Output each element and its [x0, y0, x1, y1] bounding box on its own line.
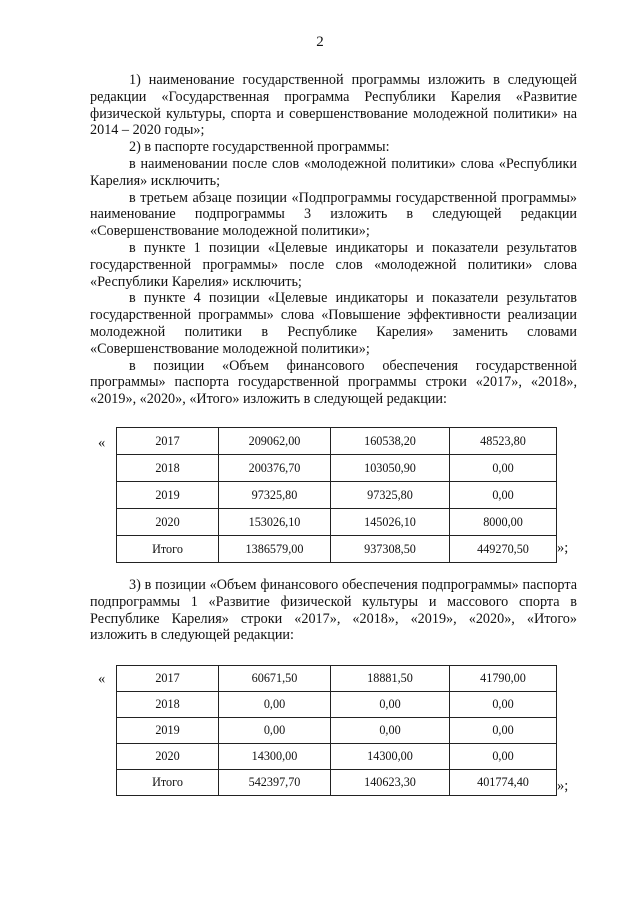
table-cell: 97325,80 — [331, 482, 450, 509]
paragraph-item-1: 1) наименование государственной программы изложить в следующей редакции «Государственная программа Республики Карелия «Развитие физической культуры, спорта и совершенствование молодежной политики» на 2014 – 2020 годы»; — [90, 72, 577, 139]
table-cell: 449270,50 — [450, 536, 557, 563]
table-cell: 0,00 — [331, 692, 450, 718]
table-cell: 937308,50 — [331, 536, 450, 563]
paragraph-subprogram-3: в третьем абзаце позиции «Подпрограммы государственной программы» наименование подпрограммы 3 изложить в следующей редакции «Совершенствование молодежной политики»; — [90, 189, 577, 240]
table-row-total — [117, 536, 557, 563]
finance-table — [116, 665, 557, 796]
table-cell: 41790,00 — [450, 666, 557, 692]
table-cell-total-label: Итого — [117, 536, 219, 563]
table-cell-year: 2018 — [117, 692, 219, 718]
table-cell-year: 2017 — [117, 666, 219, 692]
table-cell: 0,00 — [331, 718, 450, 744]
table-row — [117, 509, 557, 536]
table-cell: 103050,90 — [331, 455, 450, 482]
open-quote: « — [98, 671, 106, 687]
table-cell: 14300,00 — [219, 744, 331, 770]
finance-table — [116, 427, 557, 563]
table-cell: 200376,70 — [219, 455, 331, 482]
table-row — [117, 666, 557, 692]
table-cell-year: 2020 — [117, 744, 219, 770]
table-cell-total-label: Итого — [117, 770, 219, 796]
open-quote: « — [98, 435, 106, 451]
table-cell: 18881,50 — [331, 666, 450, 692]
table-row — [117, 455, 557, 482]
table-row — [117, 718, 557, 744]
close-quote: »; — [557, 540, 569, 556]
table-row — [117, 428, 557, 455]
close-quote: »; — [557, 778, 569, 794]
table-cell: 209062,00 — [219, 428, 331, 455]
paragraph-item-3: 3) в позиции «Объем финансового обеспечения подпрограммы» паспорта подпрограммы 1 «Развитие физической культуры и массового спорта в Республике Карелия» строки «2017», «2018», «2019», «2020», «Итого» изложить в следующей редакции: — [90, 577, 577, 644]
body-text — [90, 72, 577, 408]
table-cell: 97325,80 — [219, 482, 331, 509]
table-cell: 160538,20 — [331, 428, 450, 455]
table-cell-year: 2019 — [117, 482, 219, 509]
table-row — [117, 744, 557, 770]
table-cell: 153026,10 — [219, 509, 331, 536]
table-cell: 140623,30 — [331, 770, 450, 796]
table-cell: 0,00 — [450, 718, 557, 744]
table-cell: 0,00 — [450, 744, 557, 770]
table-row — [117, 692, 557, 718]
paragraph-finance-position: в позиции «Объем финансового обеспечения государственной программы» паспорта государственной программы строки «2017», «2018», «2019», «2020», «Итого» изложить в следующей редакции: — [90, 357, 577, 408]
table-row-total — [117, 770, 557, 796]
page-number: 2 — [316, 34, 324, 50]
table-cell: 145026,10 — [331, 509, 450, 536]
table-cell: 0,00 — [450, 455, 557, 482]
paragraph-point-1: в пункте 1 позиции «Целевые индикаторы и показатели результатов государственной программы» после слов «молодежной политики» слова «Республики Карелия» исключить; — [90, 239, 577, 290]
paragraph-point-4: в пункте 4 позиции «Целевые индикаторы и показатели результатов государственной программы» слова «Повышение эффективности реализации молодежной политики в Республике Карелия» заменить словами «Совершенствование молодежной политики»; — [90, 290, 577, 357]
table-cell: 0,00 — [219, 692, 331, 718]
table-cell-year: 2017 — [117, 428, 219, 455]
table-cell-year: 2018 — [117, 455, 219, 482]
table-cell: 401774,40 — [450, 770, 557, 796]
table-cell: 48523,80 — [450, 428, 557, 455]
paragraph-item-2: 2) в паспорте государственной программы: — [129, 139, 390, 156]
table-cell: 0,00 — [219, 718, 331, 744]
table-cell: 0,00 — [450, 692, 557, 718]
paragraph-name-change: в наименовании после слов «молодежной политики» слова «Республики Карелия» исключить; — [90, 155, 577, 189]
table-cell: 1386579,00 — [219, 536, 331, 563]
table-row — [117, 482, 557, 509]
table-cell: 14300,00 — [331, 744, 450, 770]
table-cell: 0,00 — [450, 482, 557, 509]
body-text-subprogram — [90, 577, 577, 644]
table-cell-year: 2019 — [117, 718, 219, 744]
table-cell: 8000,00 — [450, 509, 557, 536]
table-cell: 542397,70 — [219, 770, 331, 796]
table-cell-year: 2020 — [117, 509, 219, 536]
table-cell: 60671,50 — [219, 666, 331, 692]
